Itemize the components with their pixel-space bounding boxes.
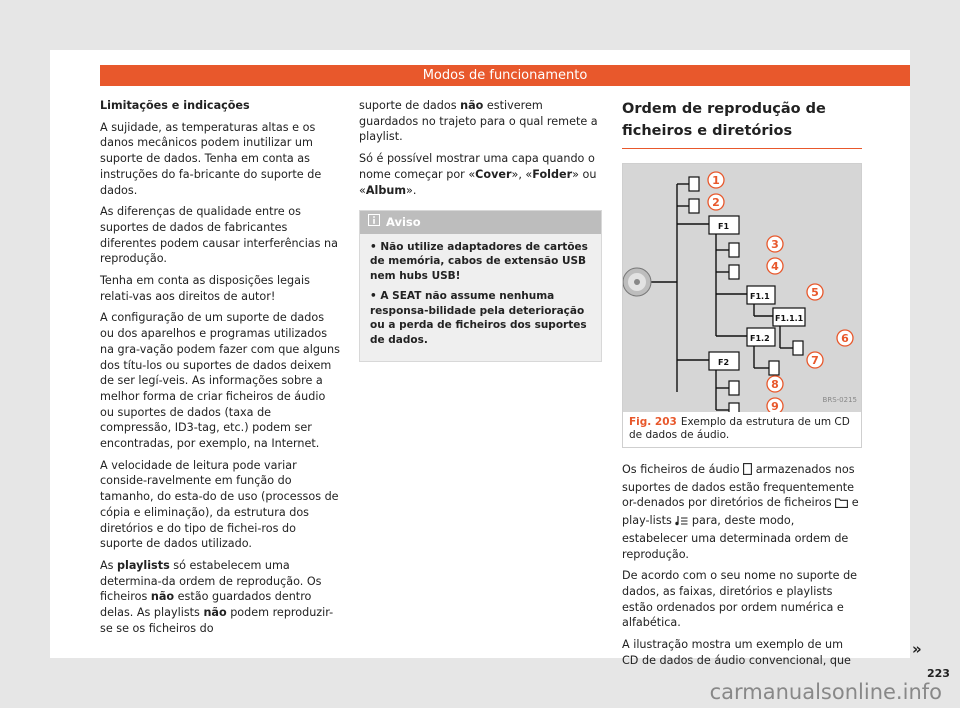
- text: », «: [511, 167, 533, 181]
- figure: [622, 163, 862, 448]
- text: estão guardados dentro delas. As playlists: [100, 590, 312, 620]
- folder-label: F1.2: [750, 334, 770, 343]
- text: » ou «: [359, 167, 597, 197]
- text-bold: Album: [365, 183, 406, 197]
- paragraph: A sujidade, as temperaturas altas e os danos mecânicos podem inutilizar um suporte de dados. Tenha em conta as instruções do fa-bricante do suporte de dados.: [100, 120, 322, 197]
- number-label: 4: [771, 260, 779, 273]
- paragraph: As diferenças de qualidade entre os suportes de dados de fabricantes diferentes podem causar interferências na reprodução.: [100, 205, 338, 266]
- text: Só é possível mostrar uma capa quando o nome começar por «: [359, 152, 595, 181]
- number-label: 9: [771, 400, 779, 412]
- file-icon: [769, 361, 779, 375]
- column-right-text: [622, 462, 862, 668]
- file-icon: [689, 177, 699, 191]
- text-bold: Cover: [475, 167, 512, 181]
- text-bold: não: [150, 590, 175, 604]
- paragraph: [100, 558, 340, 637]
- folder-label: F1.1: [750, 292, 770, 301]
- text-bold: Folder: [532, 167, 573, 181]
- page-number: 223: [927, 667, 950, 680]
- file-icon: [729, 265, 739, 279]
- file-icon: [729, 381, 739, 395]
- figure-code: BRS-0215: [822, 396, 857, 405]
- caption-text: Exemplo da estrutura de um CD de dados de áudio.: [629, 416, 850, 441]
- number-label: 2: [712, 196, 720, 209]
- figure-caption: [623, 412, 861, 447]
- page: [50, 50, 950, 680]
- text: ».: [405, 183, 417, 197]
- paragraph: Tenha em conta as disposições legais relati-vas aos direitos de autor!: [100, 274, 310, 303]
- playlist-icon: [675, 515, 688, 531]
- number-label: 5: [811, 286, 819, 299]
- subheading: Limitações e indicações: [100, 99, 250, 112]
- warning-item: • Não utilize adaptadores de cartões de memória, cabos de extensão USB nem hubs USB!: [370, 240, 588, 282]
- text-bold: playlists: [117, 558, 170, 572]
- text-bold: não: [203, 606, 227, 620]
- text: armazenados nos suportes de dados estão frequentemente or-denados por diretórios de ficheiros: [622, 463, 855, 510]
- text: para, deste modo, estabelecer uma determinada ordem de reprodução.: [622, 514, 849, 561]
- text-bold: não: [460, 99, 484, 112]
- text: e play-lists: [622, 496, 859, 528]
- text: Os ficheiros de áudio: [622, 463, 744, 476]
- paragraph: [359, 98, 602, 145]
- warning-item: • A SEAT não assume nenhuma responsa-bilidade pela deterioração ou a perda de ficheiros dos suportes de dados.: [370, 290, 587, 346]
- watermark: carmanualsonline.info: [709, 680, 942, 704]
- folder-icon: [835, 497, 848, 513]
- continue-marker: »: [912, 640, 922, 658]
- paragraph: [359, 151, 602, 198]
- number-label: 7: [811, 354, 819, 367]
- paragraph: A velocidade de leitura pode variar conside-ravelmente em função do tamanho, do esta-do de uso (processos de cópia e eliminação), da estrutura dos diretórios e do tipo de fichei-ros do suporte de dados utilizado.: [100, 458, 339, 551]
- figure-image: [623, 164, 861, 412]
- number-label: 8: [771, 378, 779, 391]
- folder-label: F2: [718, 358, 730, 367]
- warning-box: [359, 210, 602, 362]
- file-icon: [743, 463, 752, 480]
- info-icon: [368, 214, 380, 231]
- figure-number: Fig. 203: [629, 416, 677, 428]
- cd-icon: [623, 268, 651, 296]
- text: podem reproduzir-se se os ficheiros do: [100, 606, 334, 635]
- folder-label: F1: [718, 222, 730, 231]
- page-header: Modos de funcionamento: [100, 65, 910, 86]
- number-label: 6: [841, 332, 849, 345]
- column-right: [622, 98, 862, 674]
- folder-label: F1.1.1: [775, 314, 804, 323]
- warning-header: [360, 211, 601, 234]
- warning-title: Aviso: [386, 214, 421, 229]
- number-label: 1: [712, 174, 720, 187]
- file-icon: [793, 341, 803, 355]
- number-label: 3: [771, 238, 779, 251]
- folder-tree-diagram: [623, 164, 861, 412]
- text: As: [100, 558, 118, 572]
- column-left: [100, 98, 340, 643]
- section-title: Ordem de reprodução de ficheiros e diretórios: [622, 98, 862, 149]
- warning-body: [360, 234, 601, 362]
- file-icon: [689, 199, 699, 213]
- paragraph: [622, 462, 862, 562]
- paragraph: A ilustração mostra um exemplo de um CD de dados de áudio convencional, que: [622, 638, 851, 667]
- paragraph: De acordo com o seu nome no suporte de dados, as faixas, diretórios e playlists estão ordenados por ordem numérica e alfabética.: [622, 569, 858, 630]
- text: estiverem guardados no trajeto para o qual remete a playlist.: [359, 99, 598, 144]
- paragraph: A configuração de um suporte de dados ou dos aparelhos e programas utilizados na gra-vação podem fazer com que alguns dos títu-los ou suportes de dados deixem de ser legí-veis. As informações sobre a melhor forma de criar ficheiros de áudio ou suportes de dados (taxa de compressão, ID3-tag, etc.) podem ser encontradas, por exemplo, na Internet.: [100, 311, 340, 451]
- text: suporte de dados: [359, 99, 461, 112]
- text: só estabelecem uma determina-da ordem de reprodução. Os ficheiros: [100, 558, 322, 604]
- file-icon: [729, 403, 739, 412]
- file-icon: [729, 243, 739, 257]
- column-middle: [359, 98, 602, 362]
